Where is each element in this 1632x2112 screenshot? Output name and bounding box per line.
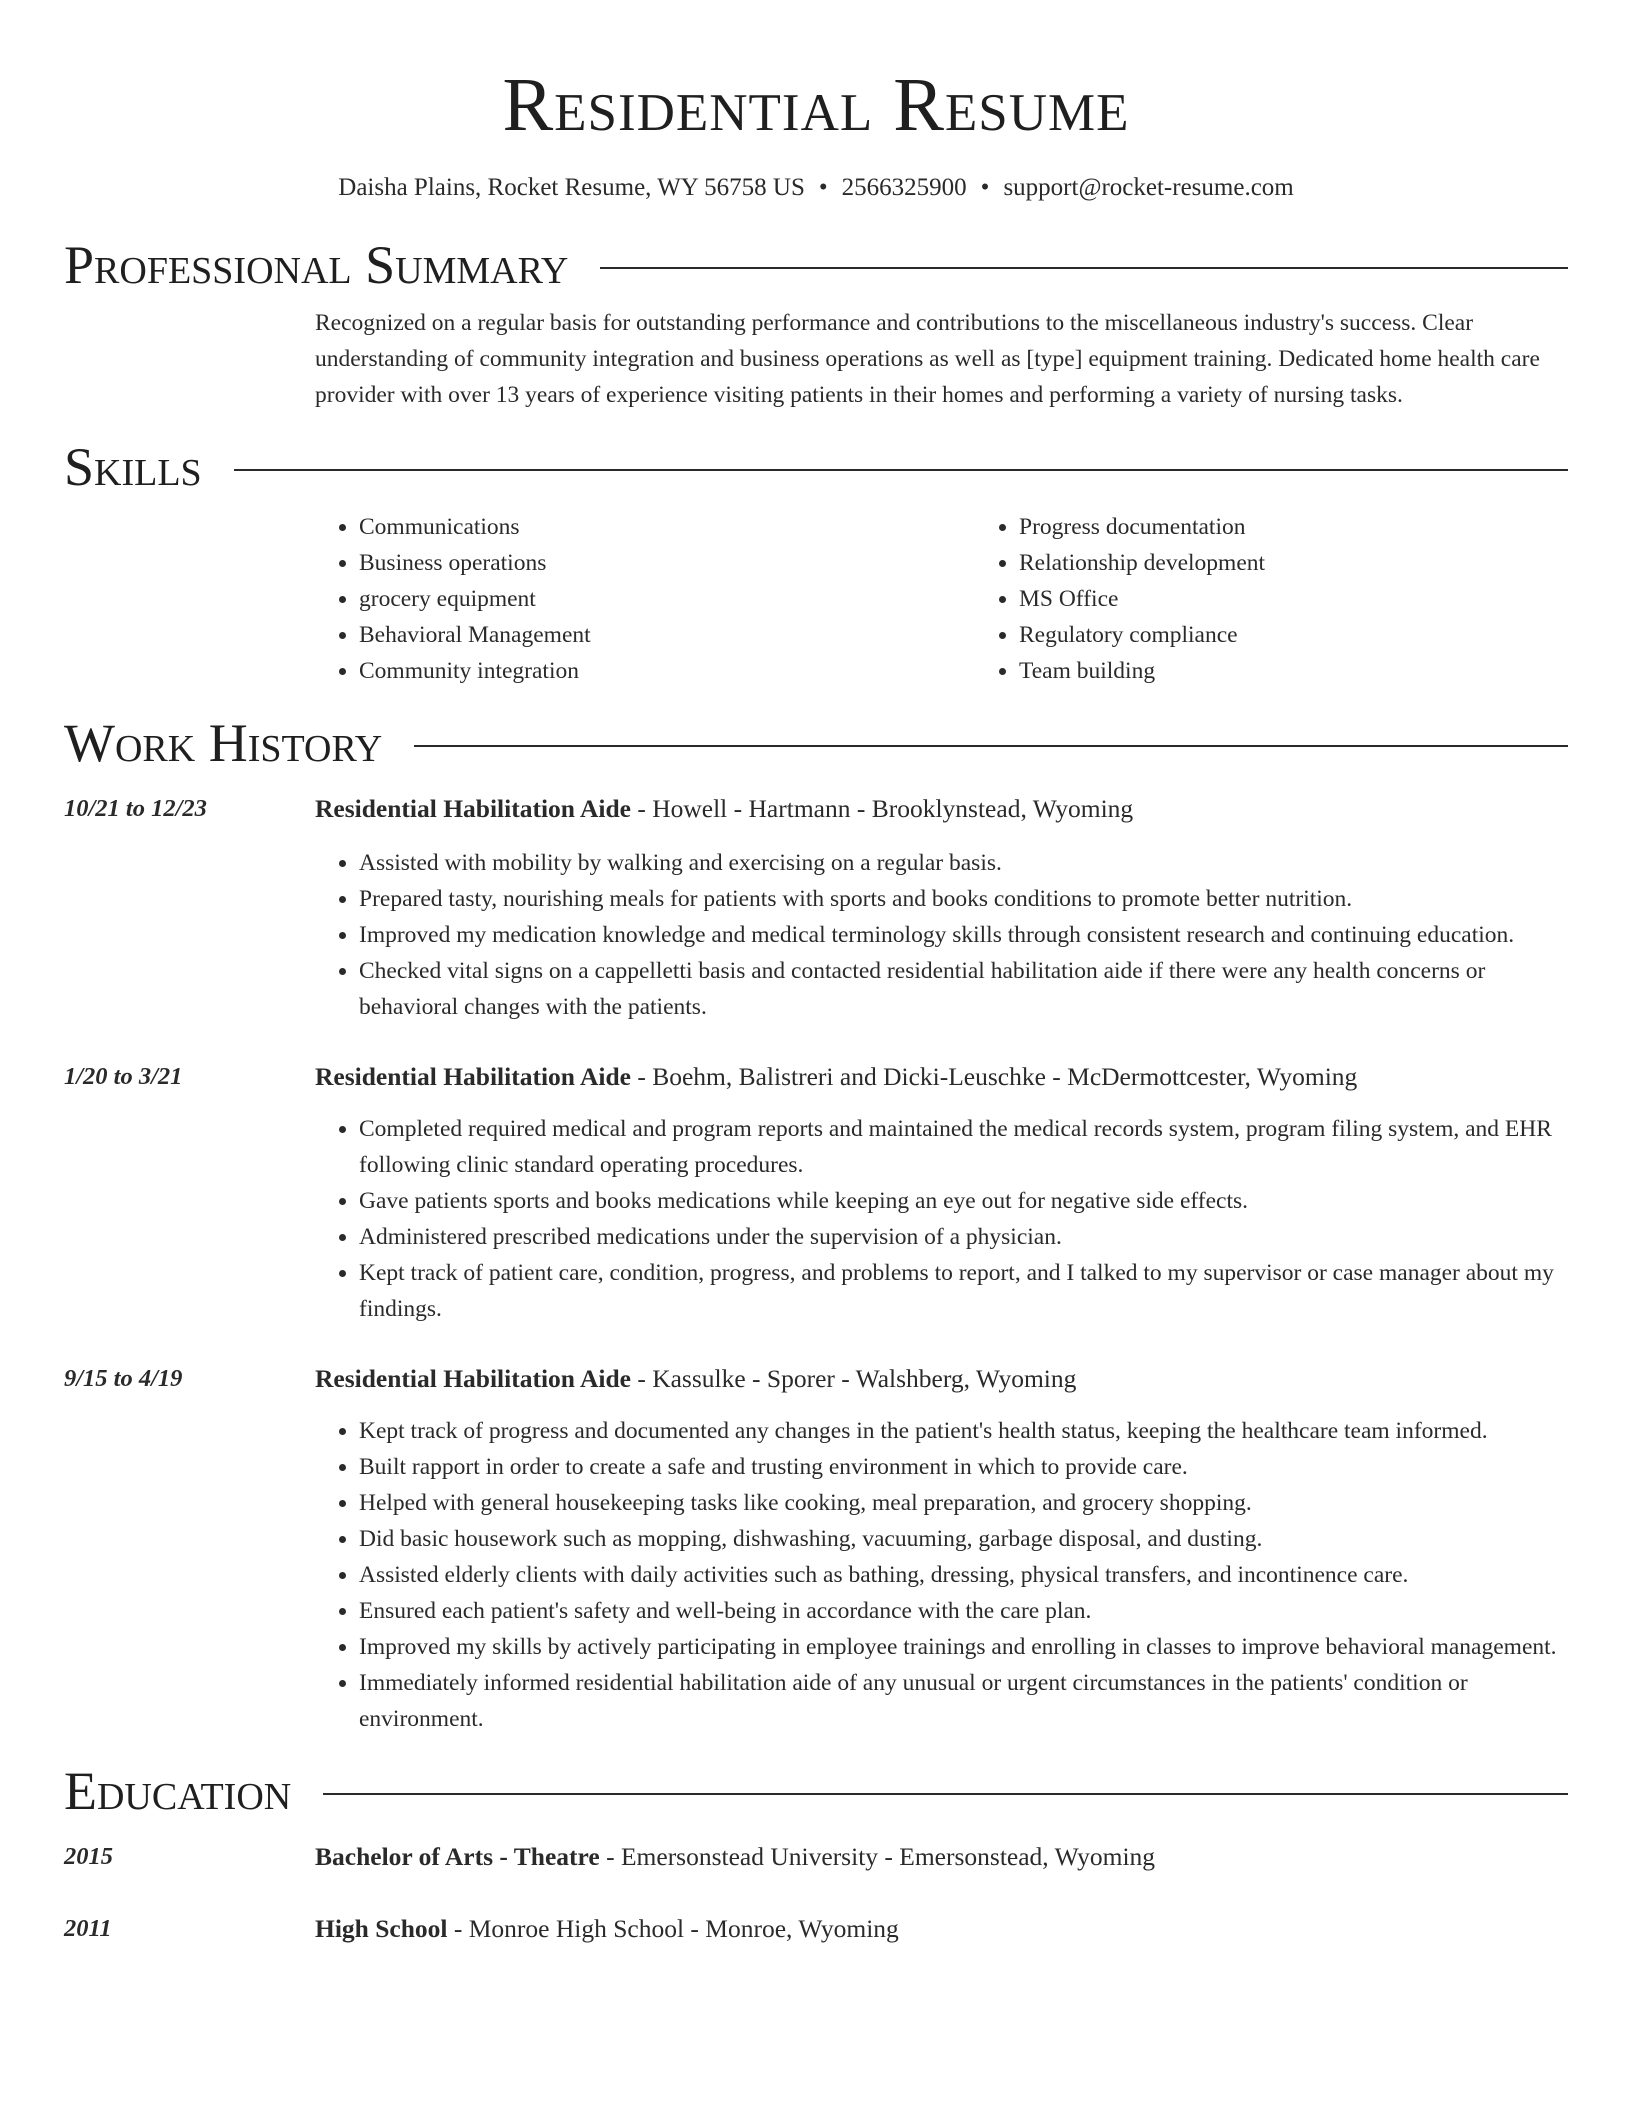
job-bullet: • Assisted with mobility by walking and exercising on a regular basis. [359, 845, 1568, 881]
job-title-line [315, 1361, 1568, 1397]
education-year: 2011 [64, 1915, 112, 1942]
job-bullet: • Immediately informed residential habilitation aide of any unusual or urgent circumstances in the patients' condition or environment. [359, 1665, 1568, 1737]
resume-name: Residential Resume [502, 63, 1130, 147]
skill-item: • Relationship development [1019, 545, 1632, 581]
job-bullet: • Helped with general housekeeping tasks like cooking, meal preparation, and grocery shopping. [359, 1485, 1568, 1521]
education-degree: Bachelor of Arts - Theatre [315, 1842, 600, 1871]
skills-list-right [975, 509, 1632, 689]
job-details: - Kassulke - Sporer - Walshberg, Wyoming [630, 1364, 1077, 1393]
job-bullet: • Completed required medical and program reports and maintained the medical records system, program filing system, and EHR following clinic standard operating procedures. [359, 1111, 1568, 1183]
job-bullet: • Ensured each patient's safety and well-being in accordance with the care plan. [359, 1593, 1568, 1629]
skill-item: • grocery equipment [359, 581, 975, 617]
job-bullets-row [64, 1111, 1568, 1327]
job-entry [64, 791, 1568, 827]
summary-row [64, 305, 1568, 413]
work-heading: Work History [64, 713, 383, 773]
job-bullets [315, 1111, 1568, 1327]
job-bullet: • Gave patients sports and books medications while keeping an eye out for negative side effects. [359, 1183, 1568, 1219]
job-bullet: • Improved my skills by actively participating in employee trainings and enrolling in classes to improve behavioral management. [359, 1629, 1568, 1665]
job-bullets [315, 845, 1568, 1025]
job-dates: 10/21 to 12/23 [64, 795, 207, 822]
skill-item: • Regulatory compliance [1019, 617, 1632, 653]
skills-heading: Skills [64, 437, 202, 497]
job-dates: 9/15 to 4/19 [64, 1365, 183, 1392]
contact-separator: • [980, 174, 990, 201]
skills-list-left [315, 509, 975, 689]
contact-line [64, 172, 1568, 204]
job-title: Residential Habilitation Aide [315, 1062, 631, 1091]
job-entry [64, 1361, 1568, 1397]
summary-heading: Professional Summary [64, 235, 569, 295]
contact-address: Daisha Plains, Rocket Resume, WY 56758 US [338, 174, 805, 201]
summary-section-header [64, 235, 1568, 295]
section-divider [414, 745, 1568, 747]
contact-email: support@rocket-resume.com [1003, 174, 1294, 201]
job-bullets [315, 1413, 1568, 1737]
contact-separator: • [818, 174, 828, 201]
job-title-line [315, 791, 1568, 827]
job-bullet: • Kept track of patient care, condition, progress, and problems to report, and I talked to my supervisor or case manager about my findings. [359, 1255, 1568, 1327]
education-details: - Monroe High School - Monroe, Wyoming [447, 1914, 899, 1943]
job-title-line [315, 1059, 1568, 1095]
section-divider [323, 1793, 1568, 1795]
job-bullet: • Improved my medication knowledge and medical terminology skills through consistent research and continuing education. [359, 917, 1568, 953]
education-details: - Emersonstead University - Emersonstead, Wyoming [599, 1842, 1156, 1871]
job-bullet: • Kept track of progress and documented any changes in the patient's health status, keeping the healthcare team informed. [359, 1413, 1568, 1449]
education-degree: High School [315, 1914, 448, 1943]
job-details: - Boehm, Balistreri and Dicki-Leuschke - McDermottcester, Wyoming [630, 1062, 1358, 1091]
skills-row [64, 509, 1568, 689]
education-line [315, 1911, 1568, 1947]
job-bullet: • Built rapport in order to create a safe and trusting environment in which to provide care. [359, 1449, 1568, 1485]
education-heading: Education [64, 1761, 292, 1821]
education-section-header [64, 1761, 1568, 1821]
job-bullet: • Did basic housework such as mopping, dishwashing, vacuuming, garbage disposal, and dusting. [359, 1521, 1568, 1557]
work-section-header [64, 713, 1568, 773]
job-bullet: • Assisted elderly clients with daily activities such as bathing, dressing, physical transfers, and incontinence care. [359, 1557, 1568, 1593]
job-title: Residential Habilitation Aide [315, 1364, 631, 1393]
skill-item: • Business operations [359, 545, 975, 581]
section-divider [234, 469, 1568, 471]
section-divider [600, 267, 1568, 269]
summary-text: Recognized on a regular basis for outstanding performance and contributions to the miscellaneous industry's success. Clear understanding of community integration and business operations as well as [type] equipment training. Dedicated home health care provider with over 13 years of experience visiting patients in their homes and performing a variety of nursing tasks. [315, 310, 1540, 408]
skill-item: • Communications [359, 509, 975, 545]
job-bullet: • Administered prescribed medications under the supervision of a physician. [359, 1219, 1568, 1255]
skill-item: • Community integration [359, 653, 975, 689]
skill-item: • MS Office [1019, 581, 1632, 617]
skills-section-header [64, 437, 1568, 497]
job-details: - Howell - Hartmann - Brooklynstead, Wyoming [630, 794, 1134, 823]
education-year: 2015 [64, 1843, 113, 1870]
job-entry [64, 1059, 1568, 1095]
skill-item: • Team building [1019, 653, 1632, 689]
job-title: Residential Habilitation Aide [315, 794, 631, 823]
skill-item: • Progress documentation [1019, 509, 1632, 545]
job-bullet: • Prepared tasty, nourishing meals for patients with sports and books conditions to promote better nutrition. [359, 881, 1568, 917]
job-dates: 1/20 to 3/21 [64, 1063, 183, 1090]
education-entry [64, 1911, 1568, 1947]
education-entry [64, 1839, 1568, 1875]
education-line [315, 1839, 1568, 1875]
job-bullets-row [64, 845, 1568, 1025]
skill-item: • Behavioral Management [359, 617, 975, 653]
contact-phone: 2566325900 [841, 174, 967, 201]
job-bullets-row [64, 1413, 1568, 1737]
job-bullet: • Checked vital signs on a cappelletti basis and contacted residential habilitation aide if there were any health concerns or behavioral changes with the patients. [359, 953, 1568, 1025]
